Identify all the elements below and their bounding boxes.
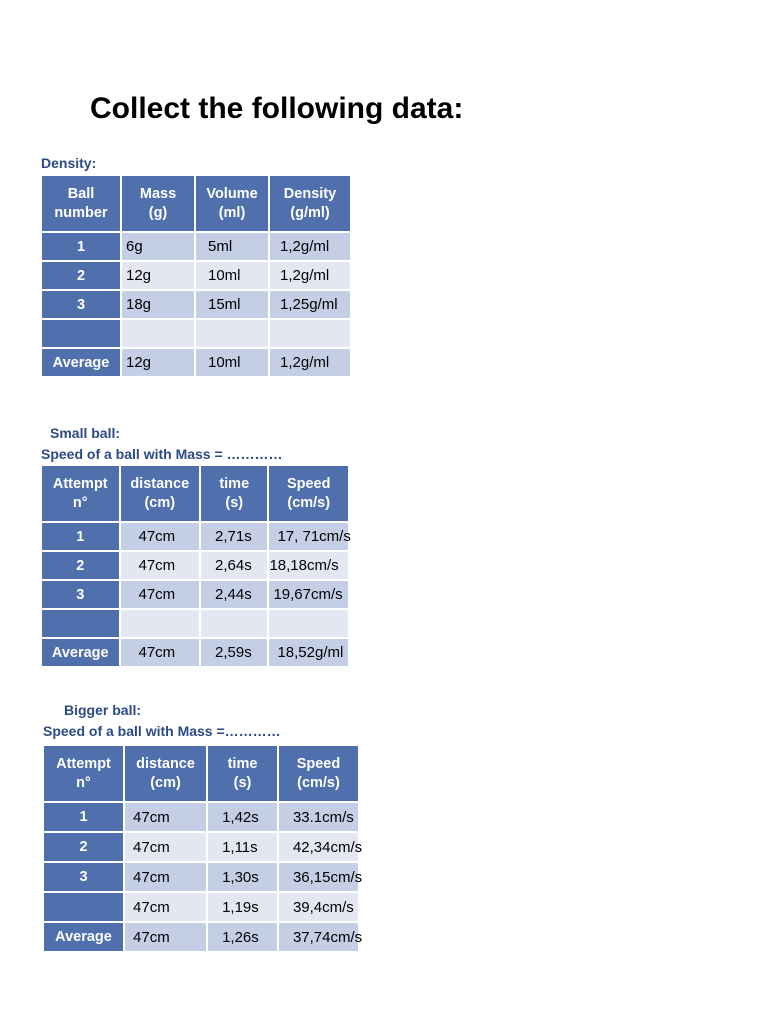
- density-header-volume: Volume (ml): [196, 176, 268, 231]
- row-label: Average: [44, 923, 123, 951]
- volume-cell: 15ml: [196, 291, 268, 318]
- table-row: [42, 581, 348, 608]
- table-row: [42, 610, 348, 637]
- distance-cell: 47cm: [121, 552, 200, 579]
- table-row: [42, 291, 350, 318]
- table-row-average: [44, 923, 358, 951]
- density-cell: 1,2g/ml: [270, 262, 350, 289]
- time-cell: 1,19s: [208, 893, 277, 921]
- table-row-average: [42, 639, 348, 666]
- row-label: [42, 320, 120, 347]
- row-label: 3: [44, 863, 123, 891]
- header-speed: Speed (cm/s): [269, 466, 348, 521]
- table-row: [44, 803, 358, 831]
- table-row: [42, 233, 350, 260]
- table-row: [44, 833, 358, 861]
- volume-cell: 5ml: [196, 233, 268, 260]
- distance-cell: 47cm: [121, 639, 200, 666]
- mass-cell: 12g: [122, 262, 194, 289]
- speed-cell: 37,74cm/s: [279, 923, 358, 951]
- mass-cell: 6g: [122, 233, 194, 260]
- speed-cell: 36,15cm/s: [279, 863, 358, 891]
- page-title: Collect the following data:: [90, 92, 464, 125]
- header-distance: distance (cm): [121, 466, 200, 521]
- time-cell: 1,30s: [208, 863, 277, 891]
- table-row: [42, 262, 350, 289]
- time-cell: 2,64s: [201, 552, 267, 579]
- distance-cell: 47cm: [121, 581, 200, 608]
- row-label: 2: [44, 833, 123, 861]
- mass-cell: 12g: [122, 349, 194, 376]
- table-row: [42, 523, 348, 550]
- small-ball-mass-caption: Speed of a ball with Mass = …………: [41, 446, 283, 462]
- density-cell: [270, 320, 350, 347]
- row-label: 1: [44, 803, 123, 831]
- small-ball-table: [40, 464, 350, 668]
- time-cell: 1,42s: [208, 803, 277, 831]
- density-header-ball-number: Ball number: [42, 176, 120, 231]
- distance-cell: 47cm: [121, 523, 200, 550]
- density-header-row: [42, 176, 350, 231]
- density-cell: 1,2g/ml: [270, 349, 350, 376]
- header-speed: Speed (cm/s): [279, 746, 358, 801]
- speed-cell: [269, 610, 348, 637]
- table-row: [44, 893, 358, 921]
- bigger-ball-caption: Bigger ball:: [64, 702, 142, 718]
- volume-cell: 10ml: [196, 262, 268, 289]
- speed-cell: 17, 71cm/s: [269, 523, 348, 550]
- time-cell: [201, 610, 267, 637]
- row-label: Average: [42, 639, 119, 666]
- speed-cell: 19,67cm/s: [269, 581, 348, 608]
- small-ball-header-row: [42, 466, 348, 521]
- row-label: 1: [42, 523, 119, 550]
- bigger-ball-mass-caption: Speed of a ball with Mass =…………: [43, 723, 281, 739]
- table-row: [42, 552, 348, 579]
- distance-cell: 47cm: [125, 923, 206, 951]
- time-cell: 1,11s: [208, 833, 277, 861]
- row-label: 3: [42, 581, 119, 608]
- row-label: Average: [42, 349, 120, 376]
- row-label: 2: [42, 552, 119, 579]
- table-row: [44, 863, 358, 891]
- distance-cell: [121, 610, 200, 637]
- bigger-ball-table: [42, 744, 363, 953]
- density-header-density: Density (g/ml): [270, 176, 350, 231]
- distance-cell: 47cm: [125, 833, 206, 861]
- header-attempt: Attempt n°: [42, 466, 119, 521]
- distance-cell: 47cm: [125, 893, 206, 921]
- distance-cell: 47cm: [125, 803, 206, 831]
- density-table: [40, 174, 352, 378]
- header-distance: distance (cm): [125, 746, 206, 801]
- mass-cell: 18g: [122, 291, 194, 318]
- bigger-ball-header-row: [44, 746, 358, 801]
- time-cell: 1,26s: [208, 923, 277, 951]
- row-label: 1: [42, 233, 120, 260]
- row-label: [44, 893, 123, 921]
- mass-cell: [122, 320, 194, 347]
- row-label: [42, 610, 119, 637]
- volume-cell: 10ml: [196, 349, 268, 376]
- density-cell: 1,2g/ml: [270, 233, 350, 260]
- speed-cell: 18,52g/ml: [269, 639, 348, 666]
- volume-cell: [196, 320, 268, 347]
- density-caption: Density:: [41, 155, 97, 171]
- header-attempt: Attempt n°: [44, 746, 123, 801]
- distance-cell: 47cm: [125, 863, 206, 891]
- speed-cell: 39,4cm/s: [279, 893, 358, 921]
- speed-cell: 33.1cm/s: [279, 803, 358, 831]
- time-cell: 2,44s: [201, 581, 267, 608]
- table-row-average: [42, 349, 350, 376]
- density-cell: 1,25g/ml: [270, 291, 350, 318]
- small-ball-caption: Small ball:: [50, 425, 121, 441]
- time-cell: 2,71s: [201, 523, 267, 550]
- header-time: time (s): [208, 746, 277, 801]
- speed-cell: 18,18cm/s: [269, 552, 348, 579]
- row-label: 3: [42, 291, 120, 318]
- time-cell: 2,59s: [201, 639, 267, 666]
- speed-cell: 42,34cm/s: [279, 833, 358, 861]
- density-header-mass: Mass (g): [122, 176, 194, 231]
- row-label: 2: [42, 262, 120, 289]
- table-row: [42, 320, 350, 347]
- header-time: time (s): [201, 466, 267, 521]
